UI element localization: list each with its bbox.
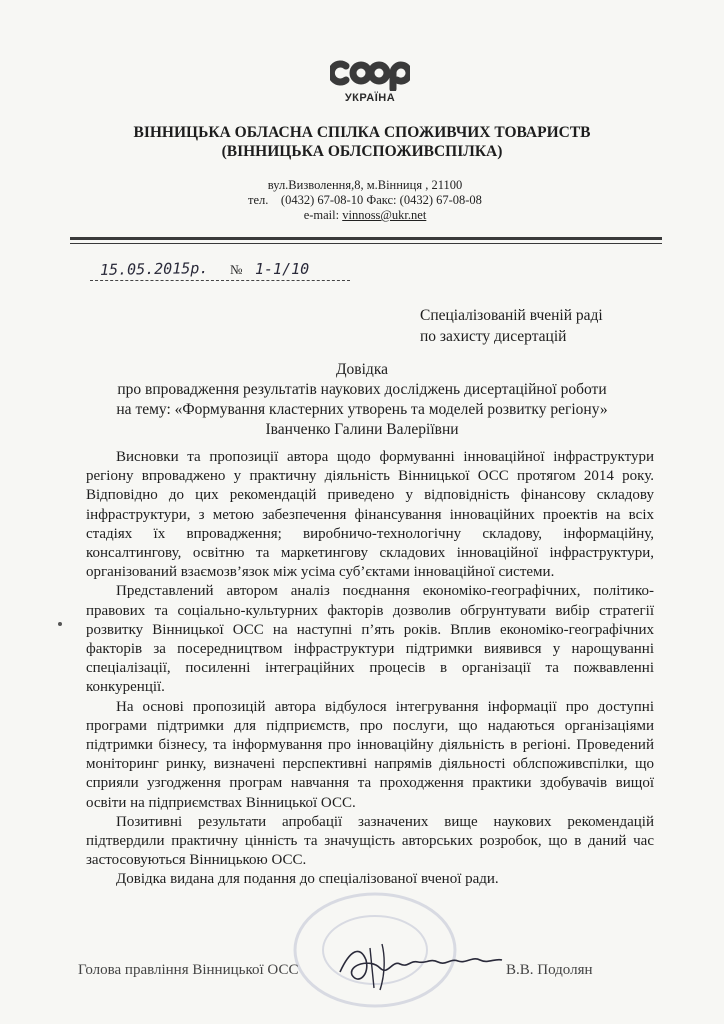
- header-divider-thick: [70, 237, 662, 240]
- header-divider-thin: [70, 243, 662, 244]
- reference-underline: [90, 280, 350, 281]
- organization-contacts: [190, 178, 540, 223]
- paragraph-3: На основі пропозицій автора відбулося інтегрування інформації про доступні програми підтримки для підприємств, про послуги, що надаються організаціями підтримки бізнесу, та інформування про інноваційну діяльність в регіоні. Проведений моніторинг ринку, визначені перспективні напрямів діяльності облспоживспілки, що сприяли узгодження програм навчання та проходження практики здобувачів вищої освіти на підприємствах Вінницької ОСС.: [86, 698, 654, 811]
- document-title-block: [60, 360, 664, 440]
- document-body: [86, 448, 654, 890]
- logo-country-label: УКРАЇНА: [344, 92, 396, 104]
- reference-number-label: №: [230, 262, 243, 277]
- author-name: Іванченко Галини Валеріївни: [265, 421, 459, 438]
- paragraph-2: Представлений автором аналіз поєднання економіко-географічних, політико-правових та соціально-культурних факторів дозволив обгрунтувати вибір стратегії розвитку Вінницької ОСС на наступні п’ять років. Вплив економіко-географічних факторів за посередництвом інфраструктури підтримки виявився у нарощуванні спеціалізації, посиленні інтеграційних процесів в організації та пожвавленні конкуренції.: [86, 583, 654, 696]
- organization-title: [60, 123, 664, 161]
- organization-name: ВІННИЦЬКА ОБЛАСНА СПІЛКА СПОЖИВЧИХ ТОВАРИСТВ: [133, 124, 591, 141]
- recipient-line-2: по захисту дисертацій: [420, 328, 567, 345]
- handwritten-signature-icon: [330, 930, 510, 1000]
- paragraph-4: Позитивні результати апробації зазначених вище наукових рекомендацій підтвердили практичну цінність та значущість авторських розробок, що в даний час застосовуються Вінницькою ОСС.: [86, 813, 654, 869]
- organization-address: вул.Визволення,8, м.Вінниця , 21100: [267, 178, 463, 192]
- document-title: Довідка: [335, 361, 388, 378]
- coop-logo-icon: [330, 55, 410, 91]
- signatory-name: В.В. Подолян: [506, 962, 593, 978]
- document-subtitle-1: про впровадження результатів наукових досліджень дисертаційної роботи: [117, 381, 607, 398]
- organization-email-line: [190, 208, 540, 223]
- organization-short-name: (ВІННИЦЬКА ОБЛСПОЖИВСПІЛКА): [221, 143, 503, 160]
- organization-phone: тел. (0432) 67-08-10 Факс: (0432) 67-08-08: [248, 193, 482, 207]
- reference-line: [80, 260, 380, 284]
- paragraph-5: Довідка видана для подання до спеціалізованої вченої ради.: [116, 871, 499, 888]
- paragraph-1: Висновки та пропозиції автора щодо формуванні інноваційної інфраструктури регіону впроваджено у практичну діяльність Вінницької ОСС протягом 2014 року. Відповідно до цих рекомендацій приведено у відповідність фінансову складову інфраструктури, з метою забезпечення фінансування інноваційних проектів на всіх стадіях їх впровадження; виробничо-технологічну складову, інформаційну, консалтингову, освітню та маркетингову складових інноваційної інфраструктури, організований взаємозв’язок між усіма суб’єктами інноваційної системи.: [86, 449, 654, 581]
- document-subtitle-2: на тему: «Формування кластерних утворень та моделей розвитку регіону»: [116, 401, 608, 418]
- recipient-block: [420, 305, 603, 347]
- recipient-line-1: Спеціалізованій вченій раді: [420, 307, 603, 324]
- reference-number: 1-1/10: [255, 260, 310, 278]
- signatory-role: Голова правління Вінницької ОСС: [78, 962, 299, 978]
- email-link[interactable]: vinnoss@ukr.net: [342, 208, 427, 222]
- margin-mark: [58, 622, 62, 626]
- reference-date: 15.05.2015р.: [99, 259, 209, 279]
- email-label: e-mail:: [303, 208, 343, 222]
- coop-logo: [330, 55, 410, 111]
